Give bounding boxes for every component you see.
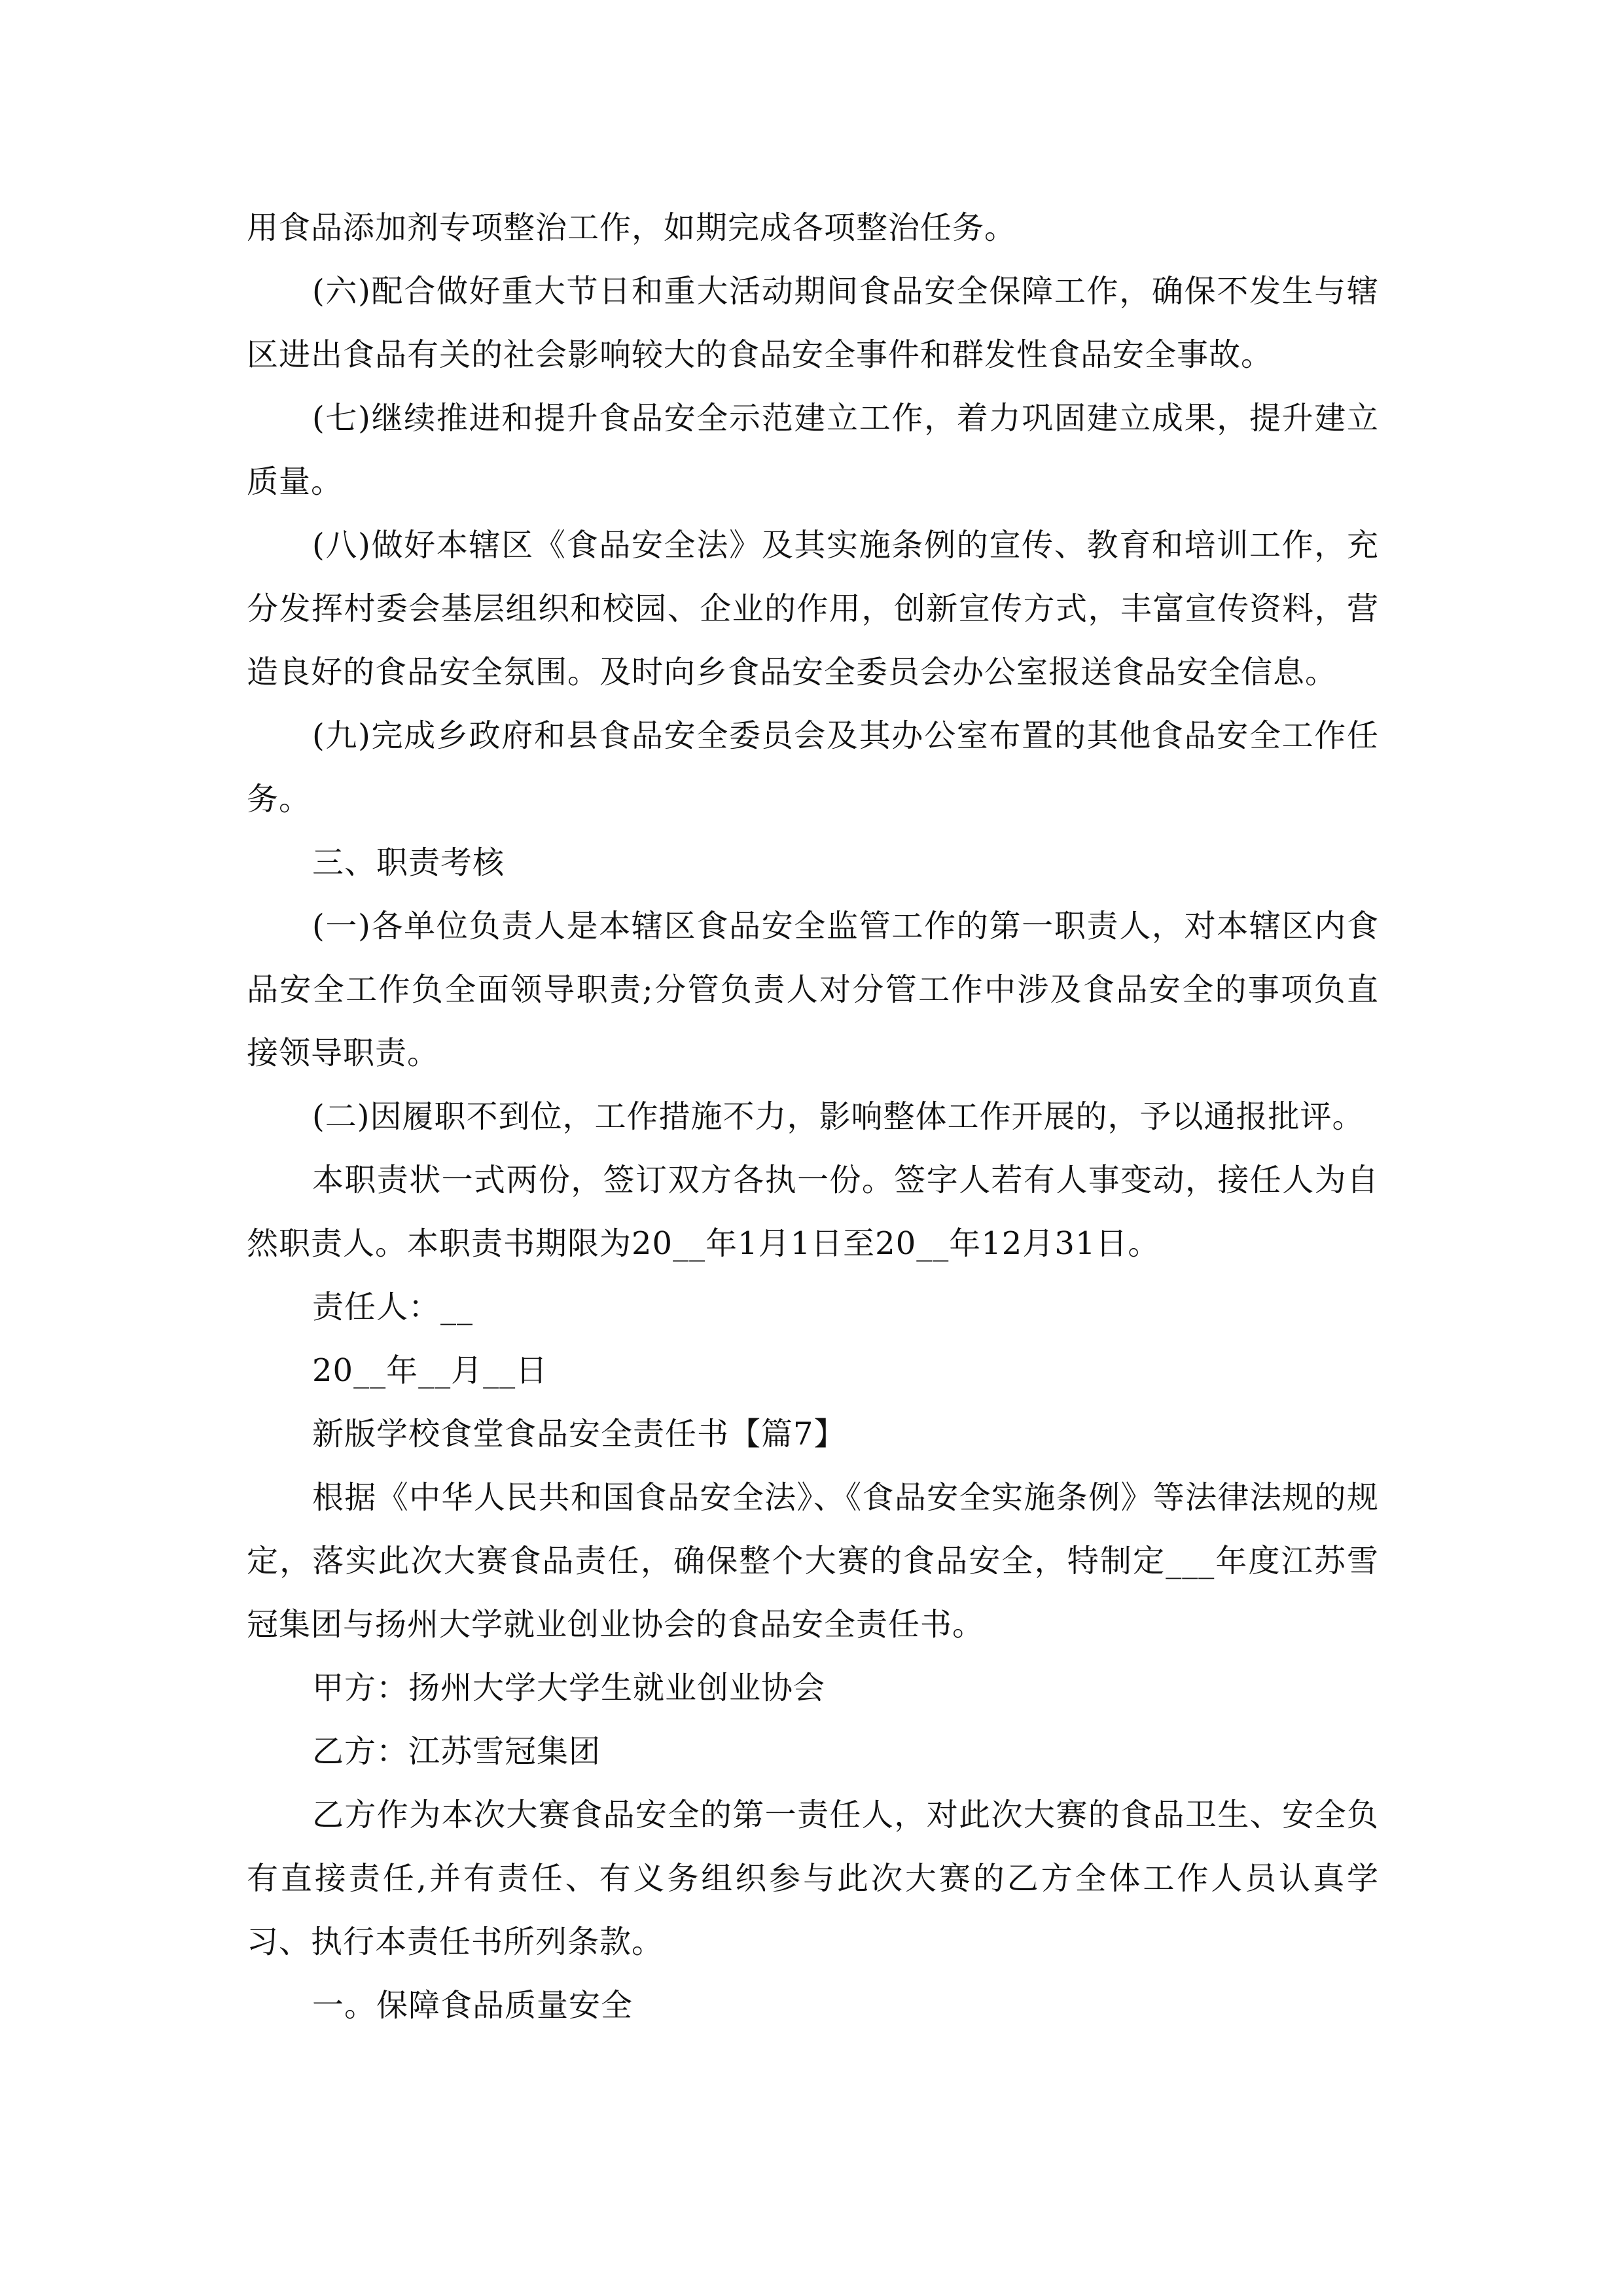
paragraph-item-6: (六)配合做好重大节日和重大活动期间食品安全保障工作，确保不发生与辖区进出食品有关的社会影响较大的食品安全事件和群发性食品安全事故。 <box>247 273 1379 373</box>
paragraph-1: 用食品添加剂专项整治工作，如期完成各项整治任务。 <box>247 209 1017 246</box>
paragraph-item-8: (八)做好本辖区《食品安全法》及其实施条例的宣传、教育和培训工作，充分发挥村委会基层组织和校园、企业的作用，创新宣传方式，丰富宣传资料，营造良好的食品安全氛围。及时向乡食品安全委员会办公室报送食品安全信息。 <box>247 527 1379 691</box>
document-body <box>247 196 1379 2037</box>
party-a: 甲方：扬州大学大学生就业创业协会 <box>312 1670 826 1706</box>
paragraph-party-b-duty: 乙方作为本次大赛食品安全的第一责任人，对此次大赛的食品卫生、安全负有直接责任,并有责任、有义务组织参与此次大赛的乙方全体工作人员认真学习、执行本责任书所列条款。 <box>247 1797 1379 1960</box>
section-heading-duty-assessment: 三、职责考核 <box>312 844 505 881</box>
signature-date: 20__年__月__日 <box>312 1352 548 1389</box>
paragraph-term: 本职责状一式两份，签订双方各执一份。签字人若有人事变动，接任人为自然职责人。本职责书期限为20__年1月1日至20__年12月31日。 <box>247 1162 1379 1262</box>
party-b: 乙方：江苏雪冠集团 <box>312 1733 601 1770</box>
paragraph-item-9: (九)完成乡政府和县食品安全委员会及其办公室布置的其他食品安全工作任务。 <box>247 717 1379 817</box>
paragraph-assessment-2: (二)因履职不到位，工作措施不力，影响整体工作开展的，予以通报批评。 <box>312 1098 1364 1135</box>
paragraph-item-7: (七)继续推进和提升食品安全示范建立工作，着力巩固建立成果，提升建立质量。 <box>247 400 1379 500</box>
signature-responsible-person: 责任人：__ <box>312 1289 474 1325</box>
paragraph-assessment-1: (一)各单位负责人是本辖区食品安全监管工作的第一职责人，对本辖区内食品安全工作负全面领导职责;分管负责人对分管工作中涉及食品安全的事项负直接领导职责。 <box>247 908 1379 1071</box>
section-heading-quality: 一。保障食品质量安全 <box>312 1987 633 2024</box>
paragraph-legal-basis: 根据《中华人民共和国食品安全法》、《食品安全实施条例》等法律法规的规定，落实此次大赛食品责任，确保整个大赛的食品安全，特制定___年度江苏雪冠集团与扬州大学就业创业协会的食品安全责任书。 <box>247 1479 1379 1643</box>
section-title-part-7: 新版学校食堂食品安全责任书【篇7】 <box>312 1416 846 1452</box>
